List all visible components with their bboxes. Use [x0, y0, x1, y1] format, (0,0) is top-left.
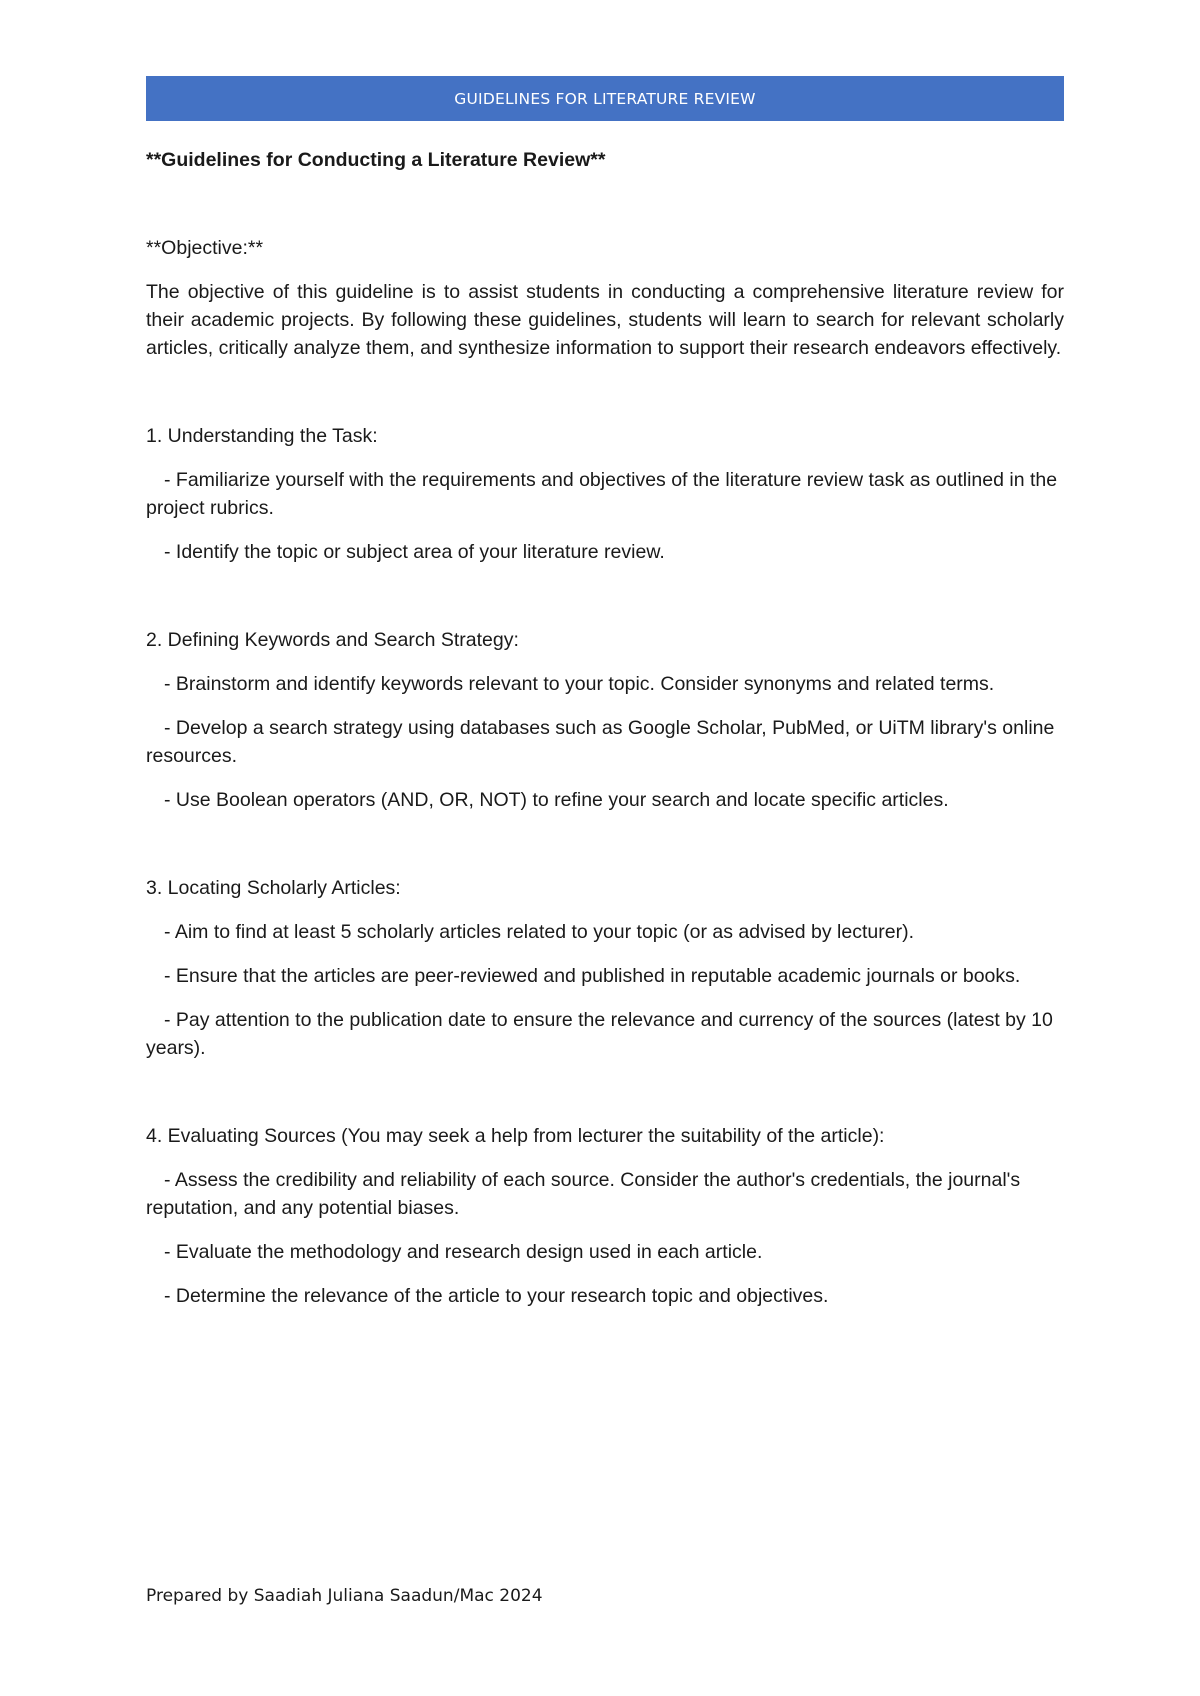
bullet-item: - Brainstorm and identify keywords relevant to your topic. Consider synonyms and related terms.	[164, 673, 995, 695]
section-heading: 2. Defining Keywords and Search Strategy:	[146, 629, 519, 651]
section-heading: 3. Locating Scholarly Articles:	[146, 877, 401, 899]
document-body	[146, 146, 1064, 1310]
objective-heading: **Objective:**	[146, 237, 264, 259]
page-footer	[146, 1586, 543, 1606]
objective-text: The objective of this guideline is to assist students in conducting a comprehensive literature review for their academic projects. By following these guidelines, students will learn to search for relevant scholarly articles, critically analyze them, and synthesize information to support their research endeavors effectively.	[146, 281, 1064, 359]
bullet-item: - Assess the credibility and reliability of each source. Consider the author's credentials, the journal's reputation, and any potential biases.	[146, 1169, 1021, 1219]
bullet-item: - Develop a search strategy using databases such as Google Scholar, PubMed, or UiTM library's online resources.	[146, 717, 1055, 767]
section-keywords-search-strategy	[146, 626, 1064, 814]
bullet-item: - Identify the topic or subject area of your literature review.	[164, 541, 665, 563]
bullet-item: - Evaluate the methodology and research design used in each article.	[164, 1241, 763, 1263]
bullet-item: - Familiarize yourself with the requirements and objectives of the literature review task as outlined in the project rubrics.	[146, 469, 1058, 519]
section-evaluating-sources	[146, 1122, 1064, 1310]
section-heading: 1. Understanding the Task:	[146, 425, 378, 447]
bullet-item: - Pay attention to the publication date to ensure the relevance and currency of the sources (latest by 10 years).	[146, 1009, 1053, 1059]
section-locating-articles	[146, 874, 1064, 1062]
bullet-item: - Aim to find at least 5 scholarly articles related to your topic (or as advised by lecturer).	[164, 921, 914, 943]
footer-text: Prepared by Saadiah Juliana Saadun/Mac 2024	[146, 1586, 543, 1606]
section-heading: 4. Evaluating Sources (You may seek a help from lecturer the suitability of the article):	[146, 1125, 885, 1147]
page-header-bar	[146, 76, 1064, 121]
bullet-item: - Determine the relevance of the article to your research topic and objectives.	[164, 1285, 829, 1307]
document-title: **Guidelines for Conducting a Literature Review**	[146, 149, 606, 171]
section-understanding-task	[146, 422, 1064, 566]
header-title: GUIDELINES FOR LITERATURE REVIEW	[454, 89, 756, 108]
bullet-item: - Use Boolean operators (AND, OR, NOT) to refine your search and locate specific articles.	[164, 789, 949, 811]
bullet-item: - Ensure that the articles are peer-reviewed and published in reputable academic journals or books.	[164, 965, 1021, 987]
